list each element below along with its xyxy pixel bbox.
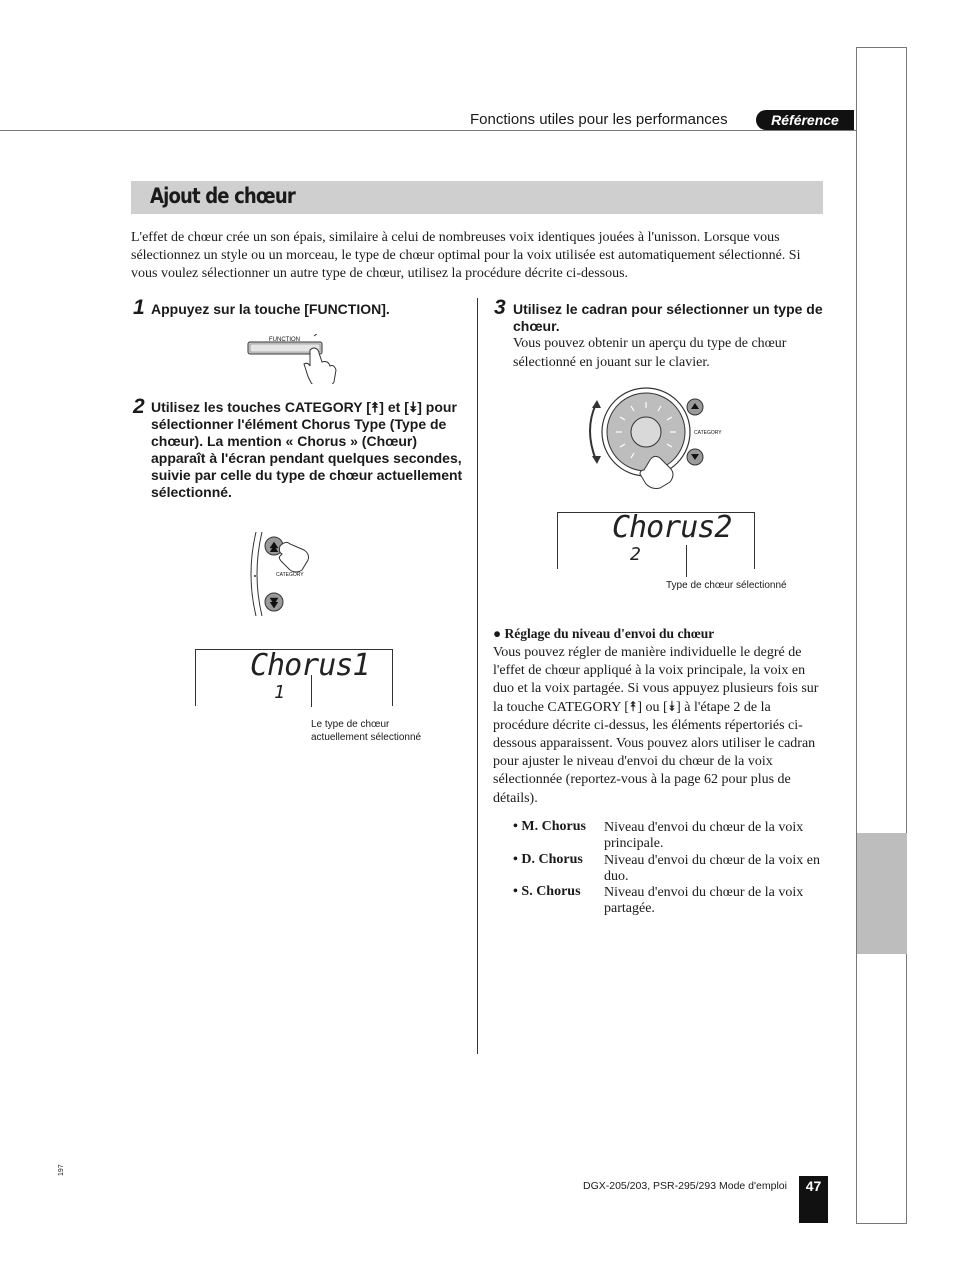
- hand-pointer-icon: [279, 542, 308, 572]
- list-item-term: • S. Chorus: [513, 884, 581, 899]
- step-3-text: Utilisez le cadran pour sélectionner un type de chœur.: [513, 301, 823, 334]
- lcd-1-caption-line2: actuellement sélectionné: [311, 732, 422, 743]
- step-2-number: 2: [133, 395, 145, 418]
- footer-model-text: DGX-205/203, PSR-295/293 Mode d'emploi: [583, 1180, 787, 1192]
- section-title: Ajout de chœur: [150, 184, 295, 208]
- lcd-1-callout-line: [311, 675, 312, 707]
- lcd-1-caption-line1: Le type de chœur: [311, 719, 390, 730]
- rotate-arrow-icon: [590, 404, 596, 460]
- step-1-number: 1: [133, 296, 145, 319]
- send-level-heading: ● Réglage du niveau d'envoi du chœur: [493, 626, 715, 641]
- list-item-term: • D. Chorus: [513, 852, 583, 867]
- lcd-1-main-text: Chorus1: [250, 648, 370, 683]
- side-tab-marker: [857, 833, 907, 954]
- lcd-1-number: 1: [274, 682, 285, 703]
- category-label: CATEGORY: [694, 430, 722, 436]
- step-3-number: 3: [494, 296, 506, 319]
- column-divider: [477, 298, 478, 1054]
- reference-badge: Référence: [756, 110, 854, 130]
- function-button-illustration: [244, 334, 340, 384]
- footer-small-number: 197: [58, 1164, 65, 1176]
- category-buttons-illustration: [248, 528, 324, 620]
- step-1-text: Appuyez sur la touche [FUNCTION].: [151, 301, 390, 317]
- list-item-desc: Niveau d'envoi du chœur de la voix partagée.: [604, 885, 804, 916]
- running-header-title: Fonctions utiles pour les performances: [470, 111, 728, 128]
- page-number-badge: 47: [799, 1176, 828, 1223]
- lcd-2-main-text: Chorus2: [612, 510, 732, 545]
- list-item-desc: Niveau d'envoi du chœur de la voix en duo.: [604, 853, 820, 884]
- header-rule: [0, 130, 856, 131]
- list-item-term: • M. Chorus: [513, 819, 586, 834]
- dial-illustration: [582, 382, 730, 490]
- lcd-2-number: 2: [630, 544, 641, 565]
- lcd-2-callout-line: [686, 545, 687, 577]
- lcd-1-caption: [311, 718, 421, 744]
- lcd-2-caption: Type de chœur sélectionné: [666, 580, 787, 591]
- step-3-body: Vous pouvez obtenir un aperçu du type de chœur sélectionné en jouant sur le clavier.: [513, 336, 787, 370]
- intro-paragraph: L'effet de chœur crée un son épais, similaire à celui de nombreuses voix identiques jouées à l'unisson. Lorsque vous sélectionnez un style ou un morceau, le type de chœur optimal pour la voix utilisée est automatiquement sélectionné. Si vous voulez sélectionner un autre type de chœur, utilisez la procédure décrite ci-dessous.: [131, 230, 801, 281]
- send-level-body: Vous pouvez régler de manière individuelle le degré de l'effet de chœur appliqué à la voix principale, la voix en duo et la voix partagée. Si vous appuyez plusieurs fois sur la touche CATEGORY [⯭] ou [⯯] à l'étape 2 de la procédure décrite ci-dessus, les éléments répertoriés ci-dessous apparaissent. Vous pouvez alors utiliser le cadran pour ajuster le niveau d'envoi du chœur de la voix sélectionnée (reportez-vous à la page 62 pour plus de détails).: [493, 645, 819, 806]
- function-label: FUNCTION: [269, 337, 300, 343]
- step-2-text: Utilisez les touches CATEGORY [⯭] et [⯯] pour sélectionner l'élément Chorus Type (Type de chœur). La mention « Chorus » (Chœur) apparaît à l'écran pendant quelques secondes, suivie par celle du type de chœur actuellement sélectionné.: [151, 399, 463, 500]
- list-item-desc: Niveau d'envoi du chœur de la voix principale.: [604, 820, 804, 851]
- side-tab-strip: [856, 47, 907, 1224]
- category-label: CATEGORY: [276, 572, 304, 578]
